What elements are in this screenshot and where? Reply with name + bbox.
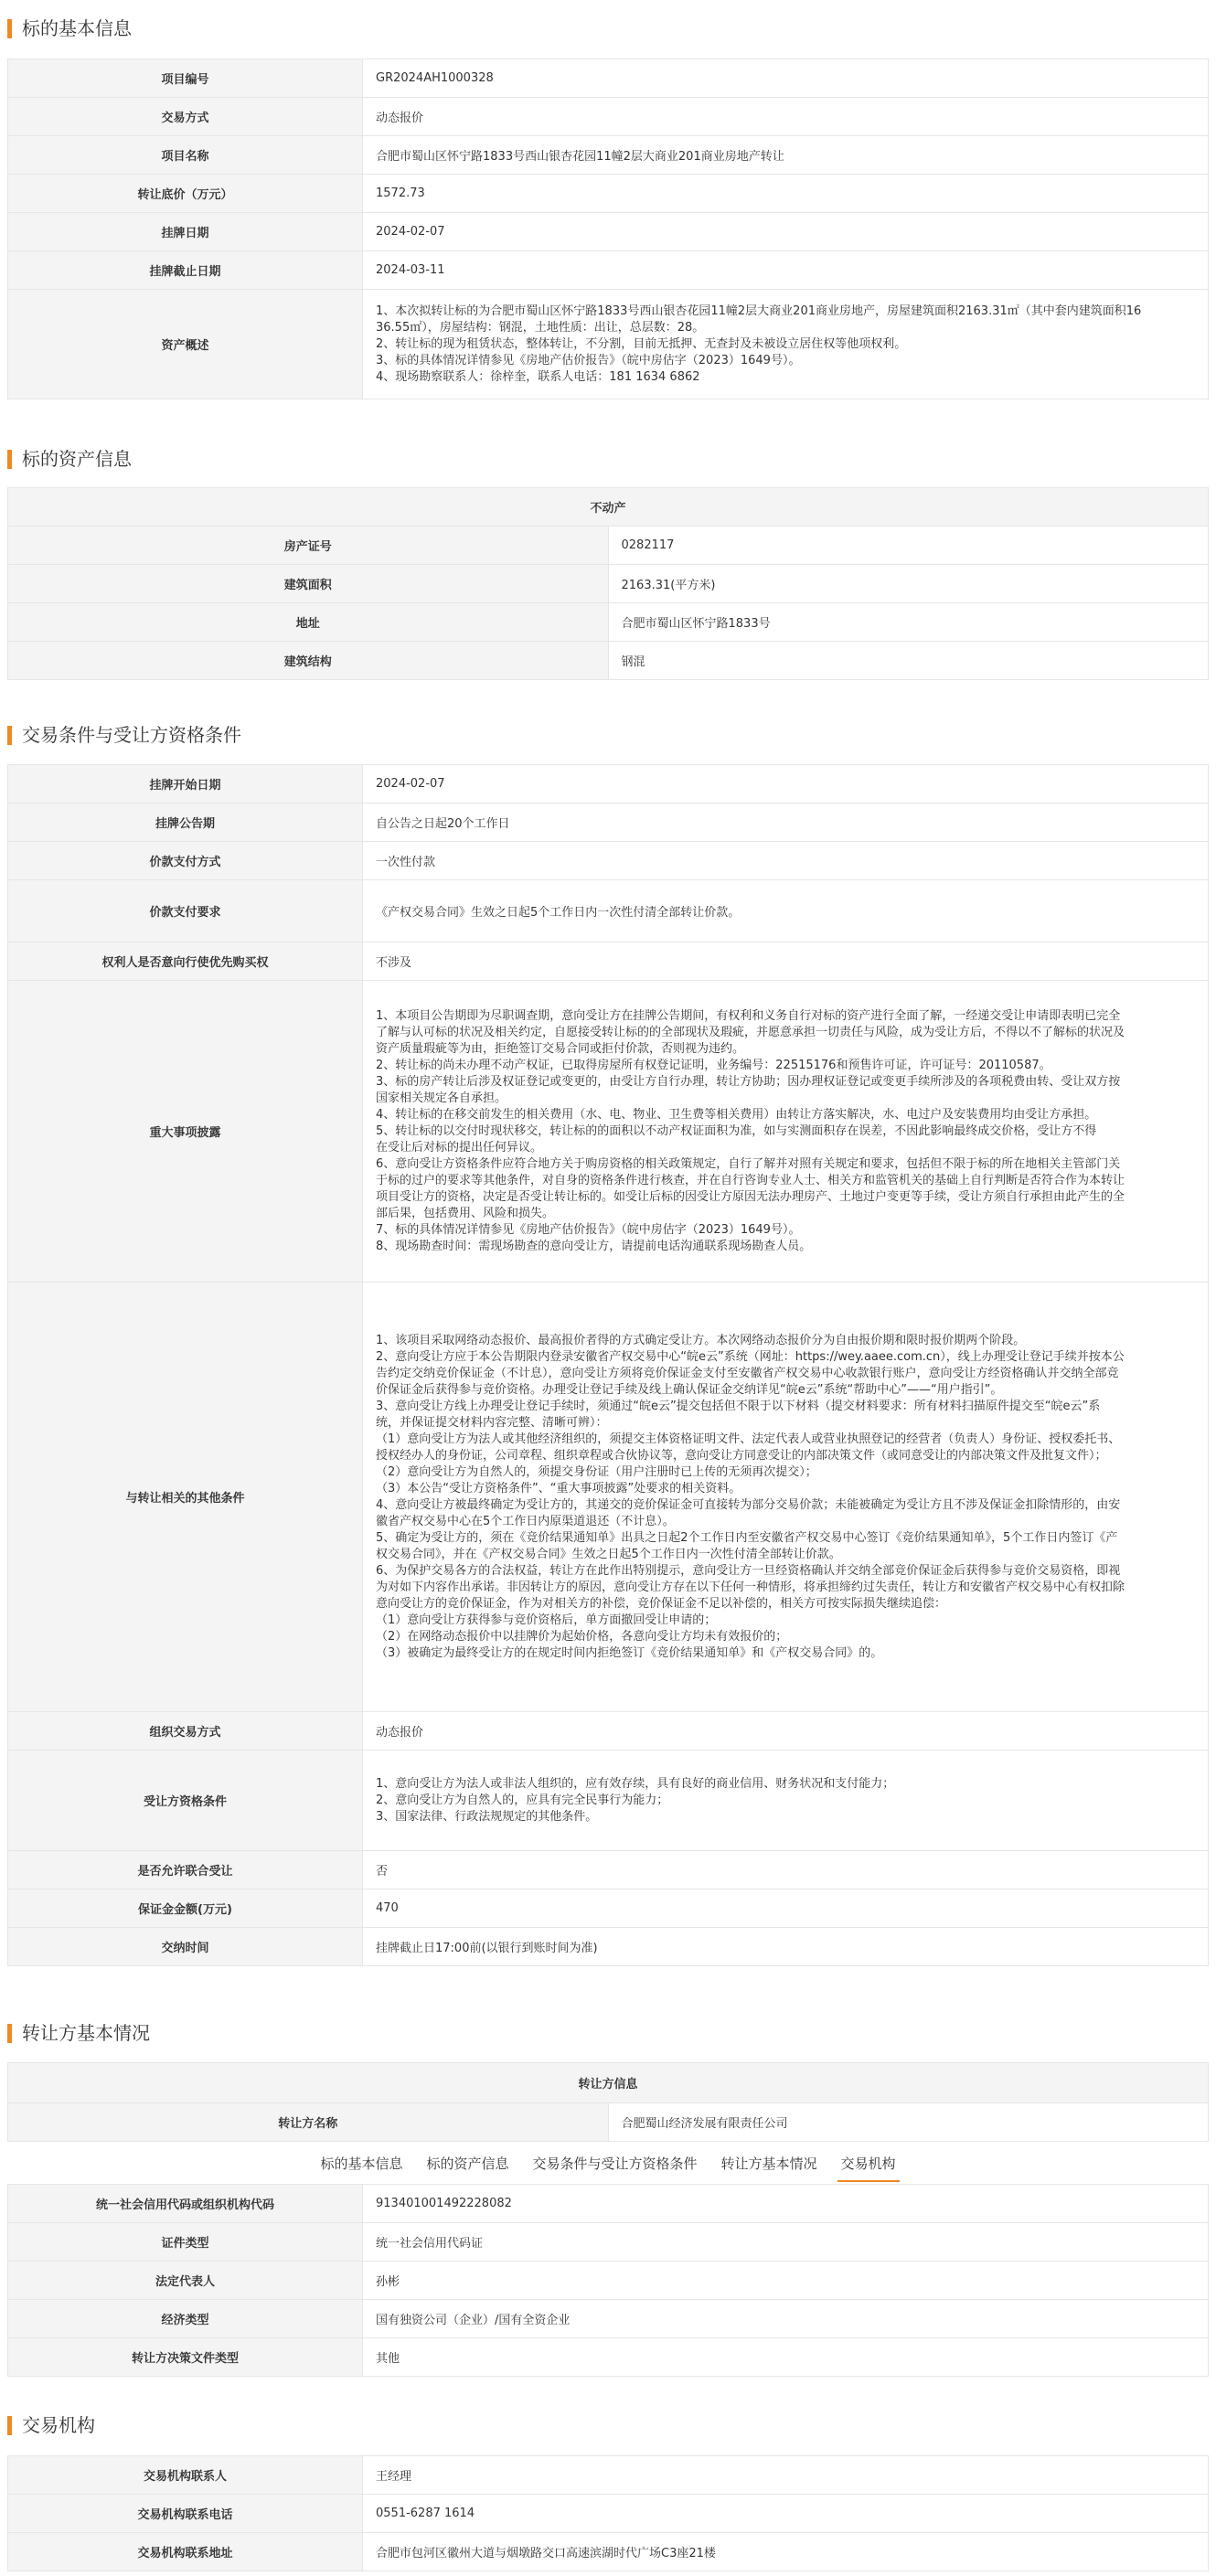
cond-row-value: 470 <box>363 1889 1209 1928</box>
organize-mode-label: 组织交易方式 <box>8 1712 363 1751</box>
text-line: 1、该项目采取网络动态报价、最高报价者得的方式确定受让方。本次网络动态报价分为自由报价期和限时报价期两个阶段。 <box>376 1333 1026 1347</box>
cond-row-label: 交纳时间 <box>8 1928 363 1966</box>
conditions-table <box>7 764 1209 1966</box>
text-line: 告约定交纳竞价保证金（不计息），意向受让方须将竞价保证金支付至安徽省产权交易中心收款银行账户，意向受让方经资格确认并交纳全部竞 <box>376 1366 1119 1380</box>
text-line: 2、转让标的现为租赁状态，整体转让，不分割，目前无抵押、无查封及未被设立居住权等他项权利。 <box>376 336 907 351</box>
transferor-row-label: 经济类型 <box>8 2300 363 2338</box>
text-line: 1、本次拟转让标的为合肥市蜀山区怀宁路1833号西山银杏花园11幢2层大商业201商业房地产，房屋建筑面积2163.31㎡（其中套内建筑面积16 <box>376 303 1142 318</box>
text-line: 1、意向受让方为法人或非法人组织的，应有效存续，具有良好的商业信用、财务状况和支付能力； <box>376 1776 895 1791</box>
other-conditions-label: 与转让相关的其他条件 <box>8 1283 363 1712</box>
tab-3[interactable]: 转让方基本情况 <box>720 2156 817 2172</box>
text-line: 8、现场勘查时间：需现场勘查的意向受让方，请提前电话沟通联系现场勘查人员。 <box>376 1239 812 1253</box>
table-row <box>8 942 1209 981</box>
table-row <box>8 2185 1209 2223</box>
tab-4[interactable]: 交易机构 <box>836 2144 901 2184</box>
organize-mode-value: 动态报价 <box>363 1712 1209 1751</box>
basic-row-value: 2024-02-07 <box>363 213 1209 251</box>
table-row <box>8 1889 1209 1928</box>
cond-row-label: 挂牌公告期 <box>8 804 363 842</box>
asset-row-label: 房产证号 <box>8 527 609 565</box>
table-row <box>8 642 1209 680</box>
basic-row-label: 挂牌截止日期 <box>8 251 363 290</box>
section-title-asset: 标的资产信息 <box>7 445 132 473</box>
table-row <box>8 842 1209 880</box>
table-row <box>8 1283 1209 1712</box>
table-row <box>8 527 1209 565</box>
cond-row-value: 自公告之日起20个工作日 <box>363 804 1209 842</box>
text-line: （1）意向受让方为法人或其他经济组织的，须提交主体资格证明文件、法定代表人或营业执照登记的经营者（负责人）身份证、授权委托书、 <box>376 1432 1121 1446</box>
table-row <box>8 804 1209 842</box>
table-row <box>8 1928 1209 1966</box>
text-line: 部后果，包括费用、风险和损失。 <box>376 1206 555 1220</box>
table-row <box>8 2533 1209 2571</box>
text-line: 4、转让标的在移交前发生的相关费用（水、电、物业、卫生费等相关费用）由转让方落实解决，水、电过户及安装费用均由受让方承担。 <box>376 1107 1097 1122</box>
tab-0[interactable]: 标的基本信息 <box>320 2156 403 2172</box>
asset-row-value: 合肥市蜀山区怀宁路1833号 <box>608 603 1209 642</box>
section-tab-bar <box>0 2144 1216 2184</box>
asset-row-label: 建筑结构 <box>8 642 609 680</box>
table-row <box>8 251 1209 290</box>
table-row <box>8 290 1209 399</box>
basic-row-label: 交易方式 <box>8 98 363 136</box>
table-row <box>8 136 1209 175</box>
transferor-header-table <box>7 2062 1209 2142</box>
text-line: （3）本公告“受让方资格条件”、“重大事项披露”处要求的相关资料。 <box>376 1481 741 1496</box>
text-line: （2）在网络动态报价中以挂牌价为起始价格，各意向受让方均未有效报价的； <box>376 1629 788 1644</box>
text-line: （1）意向受让方获得参与竞价资格后，单方面撤回受让申请的； <box>376 1613 717 1627</box>
major-disclosure-label: 重大事项披露 <box>8 981 363 1283</box>
transferor-row-value: 国有独资公司（企业）/国有全资企业 <box>363 2300 1209 2338</box>
transferor-row-value: 统一社会信用代码证 <box>363 2223 1209 2262</box>
payment-requirement-label: 价款支付要求 <box>8 880 363 942</box>
table-row <box>8 98 1209 136</box>
agency-row-value: 合肥市包河区徽州大道与烟墩路交口高速滨湖时代广场C3座21楼 <box>363 2533 1209 2571</box>
table-row <box>8 59 1209 98</box>
text-line: 3、标的具体情况详情参见《房地产估价报告》（皖中房估字（2023）1649号）。 <box>376 353 801 367</box>
text-line: 2、意向受让方应于本公告期限内登录安徽省产权交易中心“皖e云”系统（网址：https://wey.aaee.com.cn），线上办理受让登记手续并按本公 <box>376 1349 1125 1364</box>
text-line: （3）被确定为最终受让方的在规定时间内拒绝签订《竞价结果通知单》和《产权交易合同》的。 <box>376 1645 883 1660</box>
basic-row-value: 2024-03-11 <box>363 251 1209 290</box>
tab-1[interactable]: 标的资产信息 <box>426 2156 509 2172</box>
preemption-right-label: 权利人是否意向行使优先购买权 <box>8 942 363 981</box>
tab-2[interactable]: 交易条件与受让方资格条件 <box>532 2156 698 2172</box>
agency-row-label: 交易机构联系人 <box>8 2456 363 2495</box>
text-line: 统，并保证提交材料内容完整、清晰可辨）： <box>376 1415 608 1430</box>
text-line: 7、标的具体情况详情参见《房地产估价报告》（皖中房估字（2023）1649号）。 <box>376 1222 801 1237</box>
table-row <box>8 2063 1209 2103</box>
asset-info-table <box>7 487 1209 680</box>
text-line: 项目受让方的资格，决定是否受让转让标的。如受让后标的因受让方原因无法办理房产、土地过户变更等手续，受让方须自行承担由此产生的全 <box>376 1189 1125 1204</box>
text-line: 3、标的房产转让后涉及权证登记或变更的，由受让方自行办理，转让方协助；因办理权证登记或变更手续所涉及的各项税费由转、受让双方按 <box>376 1074 1121 1089</box>
text-line: 授权经办人的身份证，公司章程、组织章程或合伙协议等，意向受让方同意受让的内部决策文件（或同意受让的内部决策文件及批复文件）； <box>376 1448 1107 1463</box>
agency-row-value: 0551-6287 1614 <box>363 2495 1209 2533</box>
table-row <box>8 880 1209 942</box>
asset-overview-label: 资产概述 <box>8 290 363 399</box>
basic-row-label: 挂牌日期 <box>8 213 363 251</box>
cond-row-value: 一次性付款 <box>363 842 1209 880</box>
text-line: 36.55㎡），房屋结构：钢混，土地性质：出让，总层数：28。 <box>376 320 705 335</box>
table-row <box>8 213 1209 251</box>
cond-row-label: 保证金金额(万元) <box>8 1889 363 1928</box>
transferor-header: 转让方信息 <box>8 2063 1209 2103</box>
text-line: 3、国家法律、行政法规规定的其他条件。 <box>376 1809 598 1824</box>
section-title-conditions: 交易条件与受让方资格条件 <box>7 721 241 749</box>
basic-info-table <box>7 59 1209 399</box>
table-row <box>8 603 1209 642</box>
table-row <box>8 1712 1209 1751</box>
text-line: 徽省产权交易中心在5个工作日内原渠道退还（不计息）。 <box>376 1514 675 1528</box>
asset-row-label: 地址 <box>8 603 609 642</box>
cond-row-label: 价款支付方式 <box>8 842 363 880</box>
table-row <box>8 2338 1209 2377</box>
basic-row-value: 动态报价 <box>363 98 1209 136</box>
text-line: 4、现场勘察联系人：徐梓奎，联系人电话：181 1634 6862 <box>376 369 700 384</box>
table-row <box>8 1851 1209 1889</box>
preemption-right-value: 不涉及 <box>363 942 1209 981</box>
asset-overview-value <box>363 290 1209 399</box>
asset-row-label: 建筑面积 <box>8 565 609 603</box>
text-line: 5、确定为受让方的，须在《竞价结果通知单》出具之日起2个工作日内至安徽省产权交易中心签订《竞价结果通知单》，5个工作日内签订《产 <box>376 1530 1118 1545</box>
basic-row-label: 项目名称 <box>8 136 363 175</box>
transferor-name-value: 合肥蜀山经济发展有限责任公司 <box>608 2103 1209 2142</box>
buyer-qualification-label: 受让方资格条件 <box>8 1751 363 1851</box>
asset-type-header: 不动产 <box>8 488 1209 527</box>
text-line: 价保证金后获得参与竞价资格。办理受让登记手续及线上确认保证金交纳详见“皖e云”系统“帮助中心”——“用户指引”。 <box>376 1382 1003 1397</box>
table-row <box>8 2456 1209 2495</box>
asset-row-value: 钢混 <box>608 642 1209 680</box>
cond-row-label: 是否允许联合受让 <box>8 1851 363 1889</box>
transferor-row-label: 证件类型 <box>8 2223 363 2262</box>
asset-row-value: 0282117 <box>608 527 1209 565</box>
cond-row-value: 否 <box>363 1851 1209 1889</box>
payment-requirement-value: 《产权交易合同》生效之日起5个工作日内一次性付清全部转让价款。 <box>363 880 1209 942</box>
text-line: 2、意向受让方为自然人的，应具有完全民事行为能力； <box>376 1793 669 1807</box>
basic-row-value: 1572.73 <box>363 175 1209 213</box>
transferor-row-value: 913401001492228082 <box>363 2185 1209 2223</box>
text-line: 意向受让方的竞价保证金，作为对相关方的补偿，竞价保证金不足以补偿的，相关方可按实际损失继续追偿： <box>376 1596 947 1611</box>
text-line: 6、为保护交易各方的合法权益，转让方在此作出特别提示，意向受让方一旦经资格确认并交纳全部竞价保证金后获得参与竞价交易资格，即视 <box>376 1563 1121 1578</box>
text-line: 于标的过户的要求等其他条件，对自身的资格条件进行核查，并在自行咨询专业人士、相关方和监管机关的基础上自行判断是否符合作为本转让 <box>376 1173 1125 1187</box>
transferor-info-table <box>7 2184 1209 2377</box>
text-line: 权交易合同》，并在《产权交易合同》生效之日起5个工作日内一次性付清全部转让价款。 <box>376 1547 841 1561</box>
table-row <box>8 2103 1209 2142</box>
agency-row-value: 王经理 <box>363 2456 1209 2495</box>
table-row <box>8 488 1209 527</box>
transferor-row-value: 其他 <box>363 2338 1209 2377</box>
agency-info-table <box>7 2455 1209 2571</box>
basic-row-label: 转让底价（万元） <box>8 175 363 213</box>
transferor-row-label: 法定代表人 <box>8 2262 363 2300</box>
text-line: 6、意向受让方资格条件应符合地方关于购房资格的相关政策规定，自行了解并对照有关规定和要求，包括但不限于标的所在地相关主管部门关 <box>376 1156 1121 1171</box>
text-line: 4、意向受让方被最终确定为受让方的，其递交的竞价保证金可直接转为部分交易价款；未能被确定为受让方且不涉及保证金扣除情形的，由安 <box>376 1497 1121 1512</box>
text-line: 3、意向受让方线上办理受让登记手续时，须通过“皖e云”提交包括但不限于以下材料（提交材料要求：所有材料扫描原件提交至“皖e云”系 <box>376 1399 1101 1413</box>
section-title-basic: 标的基本信息 <box>7 15 132 42</box>
text-line: （2）意向受让方为自然人的，须提交身份证（用户注册时已上传的无须再次提交）； <box>376 1464 817 1479</box>
table-row <box>8 765 1209 804</box>
table-row <box>8 2223 1209 2262</box>
text-line: 为对如下内容作出承诺。非因转让方的原因，意向受让方存在以下任何一种情形，将承担缔约过失责任，转让方和安徽省产权交易中心有权扣除 <box>376 1580 1125 1594</box>
buyer-qualification-value <box>363 1751 1209 1851</box>
transferor-row-label: 转让方决策文件类型 <box>8 2338 363 2377</box>
agency-row-label: 交易机构联系电话 <box>8 2495 363 2533</box>
text-line: 国家相关规定各自承担。 <box>376 1091 507 1105</box>
table-row <box>8 2495 1209 2533</box>
table-row <box>8 981 1209 1283</box>
basic-row-value: GR2024AH1000328 <box>363 59 1209 98</box>
basic-row-label: 项目编号 <box>8 59 363 98</box>
text-line: 2、转让标的尚未办理不动产权证，已取得房屋所有权登记证明，业务编号：22515176和预售许可证，许可证号：20110587。 <box>376 1058 1051 1072</box>
table-row <box>8 2300 1209 2338</box>
section-title-agency: 交易机构 <box>7 2411 95 2439</box>
text-line: 资产质量瑕疵等为由，拒绝签订交易合同或拒付价款，否则视为违约。 <box>376 1041 745 1056</box>
agency-row-label: 交易机构联系地址 <box>8 2533 363 2571</box>
basic-row-value: 合肥市蜀山区怀宁路1833号西山银杏花园11幢2层大商业201商业房地产转让 <box>363 136 1209 175</box>
text-line: 了解与认可标的状况及相关约定，自愿接受转让标的的全部现状及瑕疵，并愿意承担一切责任与风险，成为受让方后，不得以不了解标的状况及 <box>376 1025 1125 1039</box>
transferor-row-label: 统一社会信用代码或组织机构代码 <box>8 2185 363 2223</box>
cond-row-value: 挂牌截止日17:00前(以银行到账时间为准) <box>363 1928 1209 1966</box>
transferor-row-value: 孙彬 <box>363 2262 1209 2300</box>
table-row <box>8 1751 1209 1851</box>
major-disclosure-value <box>363 981 1209 1283</box>
section-title-transferor: 转让方基本情况 <box>7 2019 150 2047</box>
asset-row-value: 2163.31(平方米) <box>608 565 1209 603</box>
cond-row-value: 2024-02-07 <box>363 765 1209 804</box>
table-row <box>8 565 1209 603</box>
table-row <box>8 175 1209 213</box>
text-line: 在受让后对标的提出任何异议。 <box>376 1140 543 1155</box>
text-line: 1、本项目公告期即为尽职调查期，意向受让方在挂牌公告期间，有权利和义务自行对标的资产进行全面了解，一经递交受让申请即表明已完全 <box>376 1008 1121 1023</box>
cond-row-label: 挂牌开始日期 <box>8 765 363 804</box>
transferor-name-label: 转让方名称 <box>8 2103 609 2142</box>
text-line: 5、转让标的以交付时现状移交，转让标的的面积以不动产权证面积为准，如与实测面积存在误差，不因此影响最终成交价格，受让方不得 <box>376 1123 1097 1138</box>
other-conditions-value <box>363 1283 1209 1712</box>
table-row <box>8 2262 1209 2300</box>
